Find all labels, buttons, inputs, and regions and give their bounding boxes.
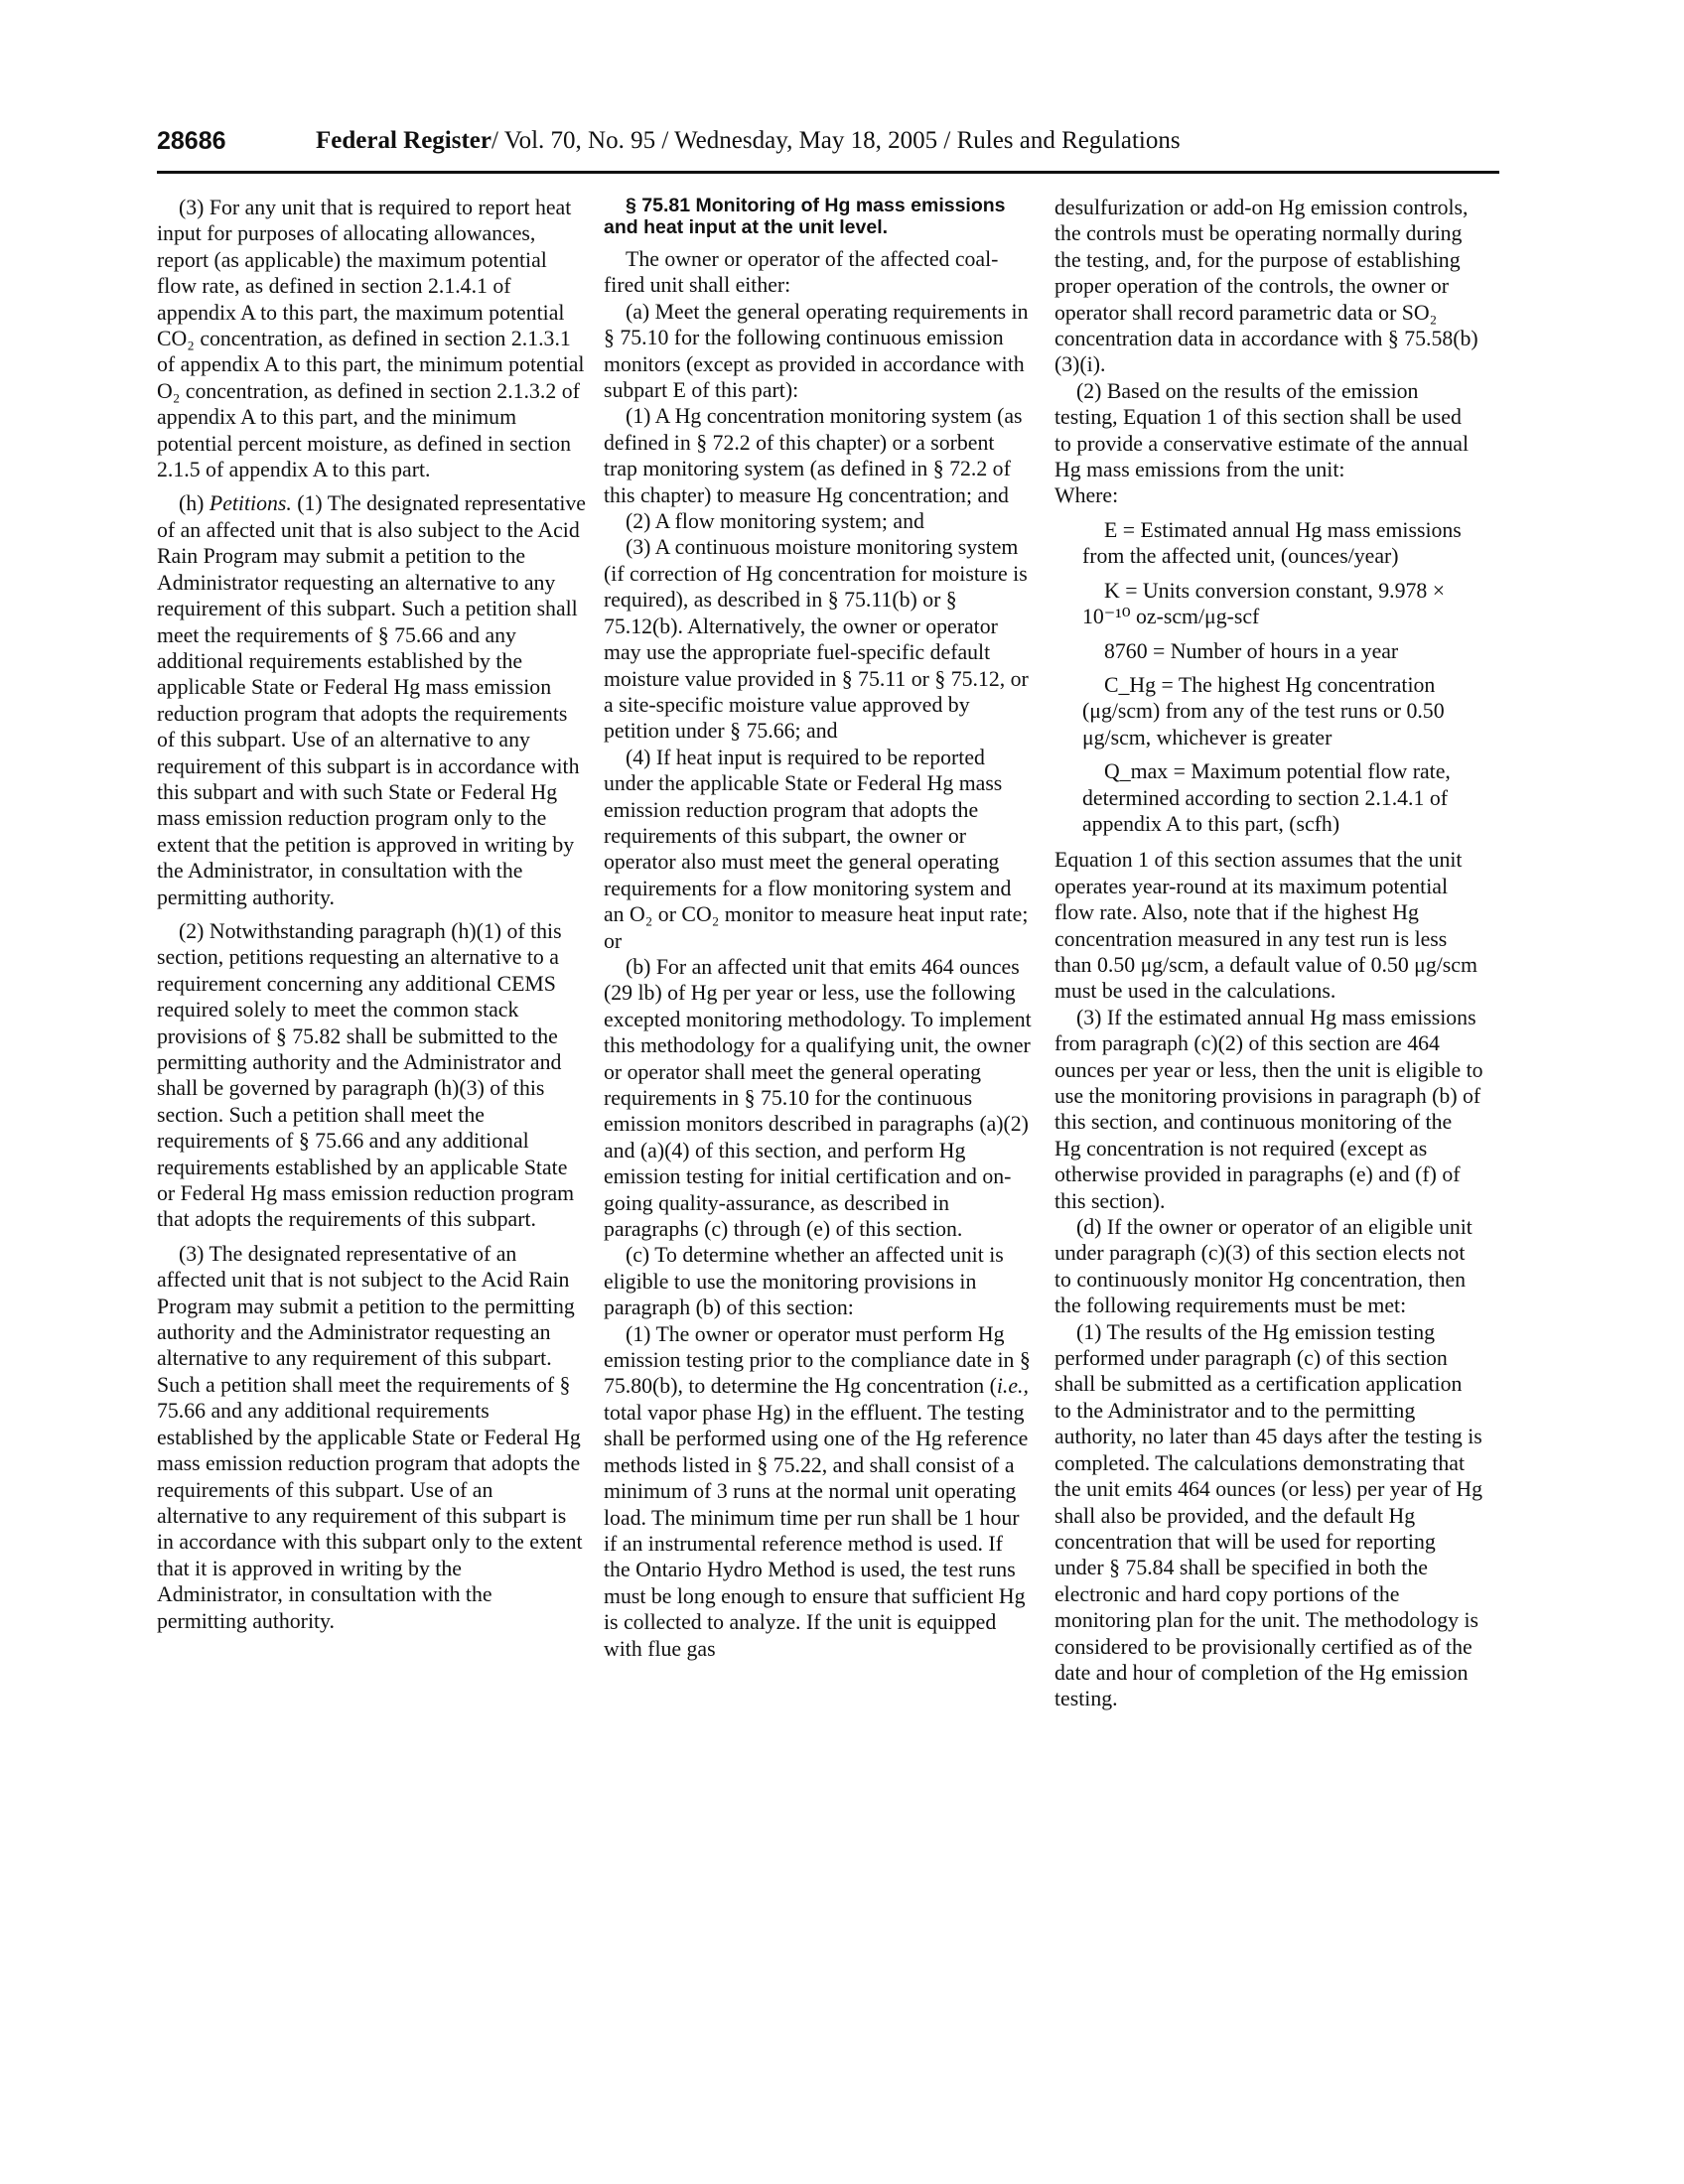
paragraph: (b) For an affected unit that emits 464 ounces (29 lb) of Hg per year or less, use the following excepted monitoring methodology. To implement this methodology for a qualifying unit, the owner or operator shall meet the general operating requirements in § 75.10 for the continuous emission monitors described in paragraphs (a)(2) and (a)(4) of this section, and perform Hg emission testing for initial certification and on-going quality-assurance, as described in paragraphs (c) through (e) of this section. bbox=[604, 954, 1032, 1242]
paragraph: The owner or operator of the affected coal-fired unit shall either: bbox=[604, 247, 999, 298]
paragraph: (2) Notwithstanding paragraph (h)(1) of this section, petitions requesting an alternative to a requirement concerning any additional CEMS required solely to meet the common stack provisions of § 75.82 shall be submitted to the permitting authority and the Administrator and shall be governed by paragraph (h)(3) of this section. Such a petition shall meet the requirements of § 75.66 and any additional requirements established by an applicable State or Federal Hg mass emission reduction program that adopts the requirements of this subpart. bbox=[157, 918, 575, 1232]
column-2 bbox=[604, 195, 1033, 1662]
section-heading: § 75.81 Monitoring of Hg mass emissions and heat input at the unit level. bbox=[604, 195, 1006, 238]
paragraph-text: (1) The owner or operator must perform Hg emission testing prior to the compliance date in § 75.80(b), to determine the Hg concentration ( bbox=[604, 1321, 1031, 1399]
paragraph: (3) If the estimated annual Hg mass emissions from paragraph (c)(2) of this section are 464 ounces per year or less, then the unit is eligible to use the monitoring provisions in paragraph (b) of this section, and continuous monitoring of the Hg concentration is not required (except as otherwise provided in paragraphs (e) and (f) of this section). bbox=[1054, 1005, 1483, 1213]
paragraph: (3) A continuous moisture monitoring system (if correction of Hg concentration for moisture is required), as described in § 75.11(b) or § 75.12(b). Alternatively, the owner or operator may use the appropriate fuel-specific default moisture value provided in § 75.11 or § 75.12, or a site-specific moisture value approved by petition under § 75.66; and bbox=[604, 535, 1029, 744]
italic-ie: i.e., bbox=[996, 1374, 1029, 1399]
paragraph-text: (1) The designated representative of an affected unit that is also subject to the Acid Rain Program may submit a petition to the Administrator requesting an alternative to any requirement of this subpart. Such a petition shall meet the requirements of § 75.66 and any additional requirements established by the applicable State or Federal Hg mass emission reduction program that adopts the requirements of this subpart. Use of an alternative to any requirement of this subpart is in accordance with this subpart and with such State or Federal Hg mass emission reduction program only to the extent that the petition is approved in writing by the Administrator, in consultation with the permitting authority. bbox=[157, 491, 586, 909]
paragraph: (c) To determine whether an affected unit is eligible to use the monitoring provisions in paragraph (b) of this section: bbox=[604, 1243, 1004, 1320]
paragraph: (1) The results of the Hg emission testing performed under paragraph (c) of this section shall be submitted as a certification application to the Administrator and to the permitting authority, no later than 45 days after the testing is completed. The calculations demonstrating that the unit emits 464 ounces (or less) per year of Hg shall also be provided, and the default Hg concentration that will be used for reporting under § 75.84 shall be specified in both the electronic and hard copy portions of the monitoring plan for the unit. The methodology is considered to be provisionally certified as of the date and hour of completion of the Hg emission testing. bbox=[1054, 1319, 1482, 1711]
page-header bbox=[157, 127, 1499, 163]
paragraph: (2) A flow monitoring system; and bbox=[626, 509, 924, 534]
definition-k: K = Units conversion constant, 9.978 × 10⁻¹⁰ oz-scm/μg-scf bbox=[1082, 578, 1446, 629]
paragraph-lead: (h) bbox=[179, 491, 210, 516]
paragraph: (2) Based on the results of the emission testing, Equation 1 of this section shall be used to provide a conservative estimate of the annual Hg mass emissions from the unit: bbox=[1054, 378, 1470, 482]
definition-chg: C_Hg = The highest Hg concentration (μg/scm) from any of the test runs or 0.50 μg/scm, whichever is greater bbox=[1082, 672, 1445, 750]
paragraph-petitions bbox=[157, 490, 586, 910]
paragraph: Equation 1 of this section assumes that the unit operates year-round at its maximum potential flow rate. Also, note that if the highest Hg concentration measured in any test run is less than 0.50 μg/scm, a default value of 0.50 μg/scm must be used in the calculations. bbox=[1054, 848, 1477, 1004]
definition-qmax: Q_max = Maximum potential flow rate, determined according to section 2.1.4.1 of appendix A to this part, (scfh) bbox=[1082, 759, 1451, 836]
paragraph: (3) For any unit that is required to report heat input for purposes of allocating allowances, report (as applicable) the maximum potential flow rate, as defined in section 2.1.4.1 of appendix A to this part, the maximum potential CO₂ concentration, as defined in section 2.1.3.1 of appendix A to this part, the minimum potential O₂ concentration, as defined in section 2.1.3.2 of appendix A to this part, and the minimum potential percent moisture, as defined in section 2.1.5 of appendix A to this part. bbox=[157, 196, 585, 482]
paragraph bbox=[604, 1321, 1033, 1662]
paragraph: (d) If the owner or operator of an eligible unit under paragraph (c)(3) of this section elects not to continuously monitor Hg concentration, then the following requirements must be met: bbox=[1054, 1215, 1473, 1318]
paragraph: (4) If heat input is required to be reported under the applicable State or Federal Hg mass emission reduction program that adopts the requirements of this subpart, the owner or operator also must meet the general operating requirements for a flow monitoring system and an O₂ or CO₂ monitor to measure heat input rate; or bbox=[604, 745, 1029, 953]
column-3 bbox=[1054, 195, 1483, 1712]
paragraph: (3) The designated representative of an affected unit that is not subject to the Acid Rain Program may submit a petition to the permitting authority and the Administrator requesting an alternative to any requirement of this subpart. Such a petition shall meet the requirements of § 75.66 and any additional requirements established by the applicable State or Federal Hg mass emission reduction program that adopts the requirements of this subpart. Use of an alternative to any requirement of this subpart is in accordance with this subpart only to the extent that it is approved in writing by the Administrator, in consultation with the permitting authority. bbox=[157, 1241, 583, 1633]
journal-name: Federal Register bbox=[316, 127, 492, 154]
paragraph-text: total vapor phase Hg) in the effluent. The testing shall be performed using one of the Hg reference methods listed in § 75.22, and shall consist of a minimum of 3 runs at the normal unit operating load. The minimum time per run shall be 1 hour if an instrumental reference method is used. If the Ontario Hydro Method is used, the test runs must be long enough to ensure that sufficient Hg is collected to analyze. If the unit is equipped with flue gas bbox=[604, 1400, 1029, 1661]
column-1 bbox=[157, 195, 586, 1642]
paragraph: (1) A Hg concentration monitoring system (as defined in § 72.2 of this chapter) or a sorbent trap monitoring system (as defined in § 72.2 of this chapter) to measure Hg concentration; and bbox=[604, 404, 1023, 507]
definition-e: E = Estimated annual Hg mass emissions from the affected unit, (ounces/year) bbox=[1082, 517, 1462, 569]
issue-info: / Vol. 70, No. 95 / Wednesday, May 18, 2005 / Rules and Regulations bbox=[491, 127, 1181, 154]
paragraph: (a) Meet the general operating requirements in § 75.10 for the following continuous emission monitors (except as provided in accordance with subpart E of this part): bbox=[604, 299, 1029, 403]
page-number: 28686 bbox=[157, 127, 226, 155]
petitions-heading: Petitions. bbox=[209, 491, 292, 516]
definition-8760: 8760 = Number of hours in a year bbox=[1104, 638, 1399, 663]
header-rule bbox=[157, 171, 1499, 174]
header-title bbox=[316, 127, 1181, 155]
where-label: Where: bbox=[1054, 483, 1119, 508]
paragraph: desulfurization or add-on Hg emission controls, the controls must be operating normally during the testing, and, for the purpose of establishing proper operation of the controls, the owner or operator shall record parametric data or SO₂ concentration data in accordance with § 75.58(b)(3)(i). bbox=[1054, 196, 1478, 377]
